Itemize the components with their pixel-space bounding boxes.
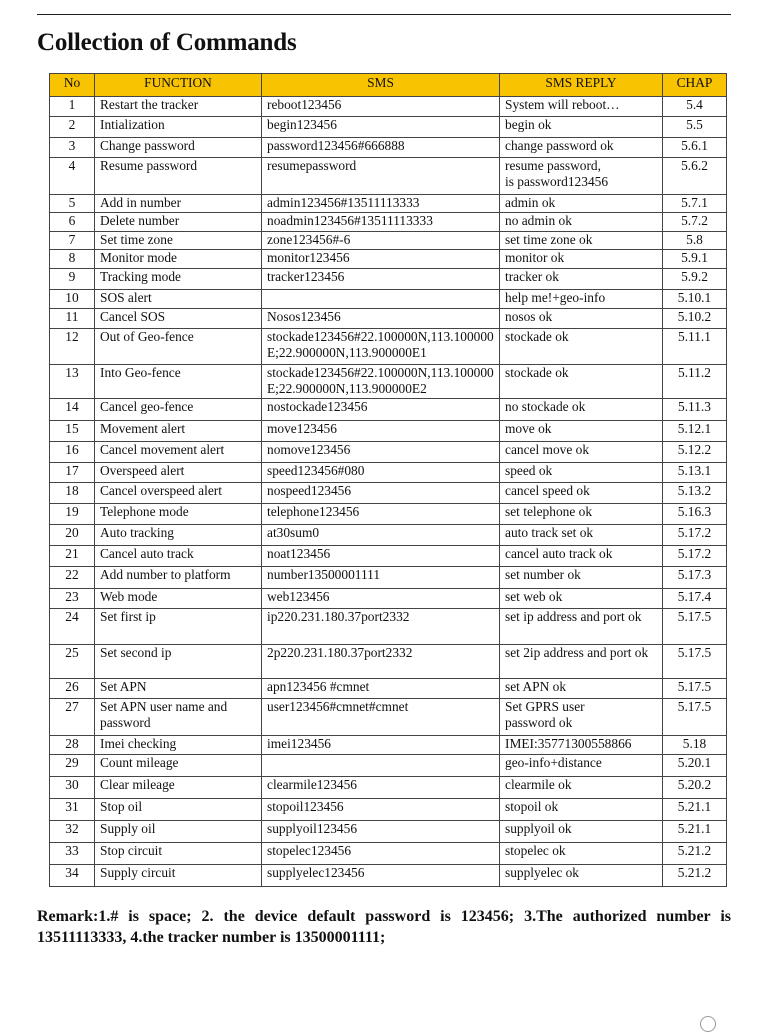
cell-chap: 5.13.1 (663, 463, 727, 483)
table-row (50, 442, 727, 463)
cell-sms: password123456#666888 (262, 138, 500, 158)
cell-chap: 5.20.1 (663, 755, 727, 777)
table-row (50, 777, 727, 799)
cell-sms-reply: no admin ok (500, 213, 663, 232)
table-row (50, 195, 727, 213)
table-row (50, 546, 727, 567)
cell-chap: 5.5 (663, 117, 727, 138)
table-row (50, 525, 727, 546)
cell-sms-reply: set ip address and port ok (500, 609, 663, 645)
cell-function: Overspeed alert (95, 463, 262, 483)
cell-sms-reply: speed ok (500, 463, 663, 483)
cell-function: Cancel movement alert (95, 442, 262, 463)
table-body (50, 97, 727, 887)
table-row (50, 463, 727, 483)
cell-no: 25 (50, 645, 95, 679)
cell-function: Out of Geo-fence (95, 329, 262, 365)
header-function: FUNCTION (95, 74, 262, 97)
cell-sms: number13500001111 (262, 567, 500, 589)
table-row (50, 399, 727, 421)
cell-sms (262, 755, 500, 777)
cell-no: 7 (50, 232, 95, 250)
table-row (50, 755, 727, 777)
cell-chap: 5.11.2 (663, 365, 727, 399)
cell-sms: nospeed123456 (262, 483, 500, 504)
cell-no: 28 (50, 736, 95, 755)
cell-sms-reply: admin ok (500, 195, 663, 213)
cell-chap: 5.6.1 (663, 138, 727, 158)
table-row (50, 609, 727, 645)
cell-no: 14 (50, 399, 95, 421)
cell-function: Intialization (95, 117, 262, 138)
cell-chap: 5.9.2 (663, 269, 727, 290)
cell-sms-reply: begin ok (500, 117, 663, 138)
table-row (50, 799, 727, 821)
table-row (50, 679, 727, 699)
cell-no: 31 (50, 799, 95, 821)
cell-sms: at30sum0 (262, 525, 500, 546)
header-row (50, 74, 727, 97)
cell-function: Change password (95, 138, 262, 158)
table-row (50, 483, 727, 504)
cell-function: Cancel geo-fence (95, 399, 262, 421)
cell-no: 24 (50, 609, 95, 645)
table-row (50, 290, 727, 309)
cell-no: 15 (50, 421, 95, 442)
cell-sms-reply: stockade ok (500, 329, 663, 365)
cell-sms: ip220.231.180.37port2332 (262, 609, 500, 645)
cell-chap: 5.12.1 (663, 421, 727, 442)
table-row (50, 645, 727, 679)
cell-sms: resumepassword (262, 158, 500, 195)
table-row (50, 421, 727, 442)
cell-no: 32 (50, 821, 95, 843)
table-header (50, 74, 727, 97)
cell-chap: 5.10.1 (663, 290, 727, 309)
cell-no: 17 (50, 463, 95, 483)
cell-sms-reply: resume password, is password123456 (500, 158, 663, 195)
top-rule (37, 14, 731, 15)
cell-function: Telephone mode (95, 504, 262, 525)
cell-sms-reply: stopoil ok (500, 799, 663, 821)
cell-chap: 5.17.5 (663, 609, 727, 645)
cell-sms-reply: set APN ok (500, 679, 663, 699)
header-sms-reply: SMS REPLY (500, 74, 663, 97)
table-row (50, 365, 727, 399)
table-row (50, 589, 727, 609)
cell-no: 10 (50, 290, 95, 309)
cell-sms: clearmile123456 (262, 777, 500, 799)
table-row (50, 232, 727, 250)
cell-sms: stockade123456#22.100000N,113.100000E;22.900000N,113.900000E2 (262, 365, 500, 399)
cell-function: Stop circuit (95, 843, 262, 865)
header-chap: CHAP (663, 74, 727, 97)
cell-chap: 5.21.1 (663, 799, 727, 821)
cell-chap: 5.7.2 (663, 213, 727, 232)
page-corner-mark (700, 1016, 716, 1032)
cell-function: Clear mileage (95, 777, 262, 799)
cell-function: Auto tracking (95, 525, 262, 546)
cell-chap: 5.6.2 (663, 158, 727, 195)
cell-sms-reply: set 2ip address and port ok (500, 645, 663, 679)
cell-no: 1 (50, 97, 95, 117)
table-row (50, 213, 727, 232)
cell-chap: 5.17.2 (663, 546, 727, 567)
cell-sms: nomove123456 (262, 442, 500, 463)
cell-no: 16 (50, 442, 95, 463)
cell-no: 12 (50, 329, 95, 365)
cell-sms: imei123456 (262, 736, 500, 755)
cell-no: 33 (50, 843, 95, 865)
cell-sms: 2p220.231.180.37port2332 (262, 645, 500, 679)
table-row (50, 736, 727, 755)
cell-function: Cancel SOS (95, 309, 262, 329)
cell-function: Stop oil (95, 799, 262, 821)
cell-chap: 5.8 (663, 232, 727, 250)
remark-note: Remark:1.# is space; 2. the device default password is 123456; 3.The authorized number is 13511113333, 4.the tracker number is 13500001111; (37, 908, 731, 946)
page-title: Collection of Commands (37, 29, 297, 56)
cell-sms: monitor123456 (262, 250, 500, 269)
cell-sms-reply: System will reboot… (500, 97, 663, 117)
cell-chap: 5.17.5 (663, 699, 727, 736)
cell-sms: apn123456 #cmnet (262, 679, 500, 699)
cell-sms-reply: help me!+geo-info (500, 290, 663, 309)
cell-no: 30 (50, 777, 95, 799)
cell-chap: 5.16.3 (663, 504, 727, 525)
cell-sms-reply: cancel auto track ok (500, 546, 663, 567)
cell-sms: stockade123456#22.100000N,113.100000E;22.900000N,113.900000E1 (262, 329, 500, 365)
cell-chap: 5.20.2 (663, 777, 727, 799)
table-row (50, 821, 727, 843)
cell-function: Cancel auto track (95, 546, 262, 567)
table-row (50, 699, 727, 736)
cell-no: 8 (50, 250, 95, 269)
cell-no: 11 (50, 309, 95, 329)
cell-no: 26 (50, 679, 95, 699)
table-row (50, 843, 727, 865)
cell-no: 21 (50, 546, 95, 567)
cell-sms: noat123456 (262, 546, 500, 567)
cell-sms: admin123456#13511113333 (262, 195, 500, 213)
cell-function: Tracking mode (95, 269, 262, 290)
cell-sms: begin123456 (262, 117, 500, 138)
cell-sms: move123456 (262, 421, 500, 442)
cell-sms-reply: tracker ok (500, 269, 663, 290)
cell-sms: tracker123456 (262, 269, 500, 290)
cell-function: Set first ip (95, 609, 262, 645)
cell-sms-reply: set web ok (500, 589, 663, 609)
cell-function: Count mileage (95, 755, 262, 777)
header-no: No (50, 74, 95, 97)
table-row (50, 138, 727, 158)
cell-sms-reply: geo-info+distance (500, 755, 663, 777)
cell-function: Delete number (95, 213, 262, 232)
cell-sms-reply: nosos ok (500, 309, 663, 329)
table-row (50, 504, 727, 525)
cell-function: SOS alert (95, 290, 262, 309)
cell-chap: 5.17.5 (663, 679, 727, 699)
cell-no: 19 (50, 504, 95, 525)
cell-sms: stopoil123456 (262, 799, 500, 821)
cell-chap: 5.11.3 (663, 399, 727, 421)
table-row (50, 865, 727, 887)
table-row (50, 158, 727, 195)
table-row (50, 329, 727, 365)
cell-chap: 5.21.2 (663, 865, 727, 887)
header-sms: SMS (262, 74, 500, 97)
cell-no: 2 (50, 117, 95, 138)
cell-sms: reboot123456 (262, 97, 500, 117)
cell-chap: 5.18 (663, 736, 727, 755)
cell-no: 6 (50, 213, 95, 232)
cell-chap: 5.17.2 (663, 525, 727, 546)
commands-table (49, 73, 727, 887)
cell-no: 18 (50, 483, 95, 504)
cell-function: Add in number (95, 195, 262, 213)
cell-sms-reply: supplyoil ok (500, 821, 663, 843)
cell-function: Add number to platform (95, 567, 262, 589)
cell-chap: 5.17.3 (663, 567, 727, 589)
cell-chap: 5.12.2 (663, 442, 727, 463)
cell-sms-reply: set telephone ok (500, 504, 663, 525)
cell-sms: web123456 (262, 589, 500, 609)
table-row (50, 269, 727, 290)
cell-no: 3 (50, 138, 95, 158)
cell-sms: nostockade123456 (262, 399, 500, 421)
cell-sms: supplyelec123456 (262, 865, 500, 887)
cell-function: Monitor mode (95, 250, 262, 269)
cell-function: Restart the tracker (95, 97, 262, 117)
cell-chap: 5.17.5 (663, 645, 727, 679)
cell-function: Set APN user name and password (95, 699, 262, 736)
cell-sms: supplyoil123456 (262, 821, 500, 843)
cell-sms: zone123456#-6 (262, 232, 500, 250)
cell-function: Supply circuit (95, 865, 262, 887)
table-row (50, 567, 727, 589)
table-row (50, 117, 727, 138)
cell-function: Resume password (95, 158, 262, 195)
cell-sms (262, 290, 500, 309)
cell-sms-reply: clearmile ok (500, 777, 663, 799)
cell-sms-reply: supplyelec ok (500, 865, 663, 887)
cell-chap: 5.4 (663, 97, 727, 117)
cell-no: 20 (50, 525, 95, 546)
cell-sms-reply: stockade ok (500, 365, 663, 399)
cell-sms-reply: set time zone ok (500, 232, 663, 250)
table-row (50, 250, 727, 269)
cell-sms-reply: no stockade ok (500, 399, 663, 421)
cell-sms-reply: set number ok (500, 567, 663, 589)
cell-sms: telephone123456 (262, 504, 500, 525)
cell-chap: 5.10.2 (663, 309, 727, 329)
cell-sms: stopelec123456 (262, 843, 500, 865)
cell-function: Web mode (95, 589, 262, 609)
cell-sms-reply: stopelec ok (500, 843, 663, 865)
cell-chap: 5.13.2 (663, 483, 727, 504)
cell-no: 9 (50, 269, 95, 290)
cell-function: Imei checking (95, 736, 262, 755)
cell-sms-reply: cancel speed ok (500, 483, 663, 504)
cell-no: 4 (50, 158, 95, 195)
cell-function: Into Geo-fence (95, 365, 262, 399)
cell-sms: Nosos123456 (262, 309, 500, 329)
cell-chap: 5.21.1 (663, 821, 727, 843)
cell-no: 22 (50, 567, 95, 589)
cell-sms: user123456#cmnet#cmnet (262, 699, 500, 736)
cell-no: 5 (50, 195, 95, 213)
cell-no: 23 (50, 589, 95, 609)
cell-sms-reply: auto track set ok (500, 525, 663, 546)
cell-function: Set second ip (95, 645, 262, 679)
cell-chap: 5.9.1 (663, 250, 727, 269)
cell-sms: speed123456#080 (262, 463, 500, 483)
cell-sms-reply: monitor ok (500, 250, 663, 269)
cell-chap: 5.7.1 (663, 195, 727, 213)
cell-no: 29 (50, 755, 95, 777)
cell-function: Movement alert (95, 421, 262, 442)
cell-sms-reply: IMEI:35771300558866 (500, 736, 663, 755)
cell-sms: noadmin123456#13511113333 (262, 213, 500, 232)
cell-chap: 5.17.4 (663, 589, 727, 609)
cell-sms-reply: change password ok (500, 138, 663, 158)
cell-no: 27 (50, 699, 95, 736)
cell-function: Set time zone (95, 232, 262, 250)
table-row (50, 97, 727, 117)
cell-no: 34 (50, 865, 95, 887)
cell-chap: 5.21.2 (663, 843, 727, 865)
cell-function: Set APN (95, 679, 262, 699)
cell-function: Cancel overspeed alert (95, 483, 262, 504)
cell-sms-reply: move ok (500, 421, 663, 442)
table-row (50, 309, 727, 329)
cell-no: 13 (50, 365, 95, 399)
cell-sms-reply: Set GPRS user password ok (500, 699, 663, 736)
cell-sms-reply: cancel move ok (500, 442, 663, 463)
cell-function: Supply oil (95, 821, 262, 843)
cell-chap: 5.11.1 (663, 329, 727, 365)
